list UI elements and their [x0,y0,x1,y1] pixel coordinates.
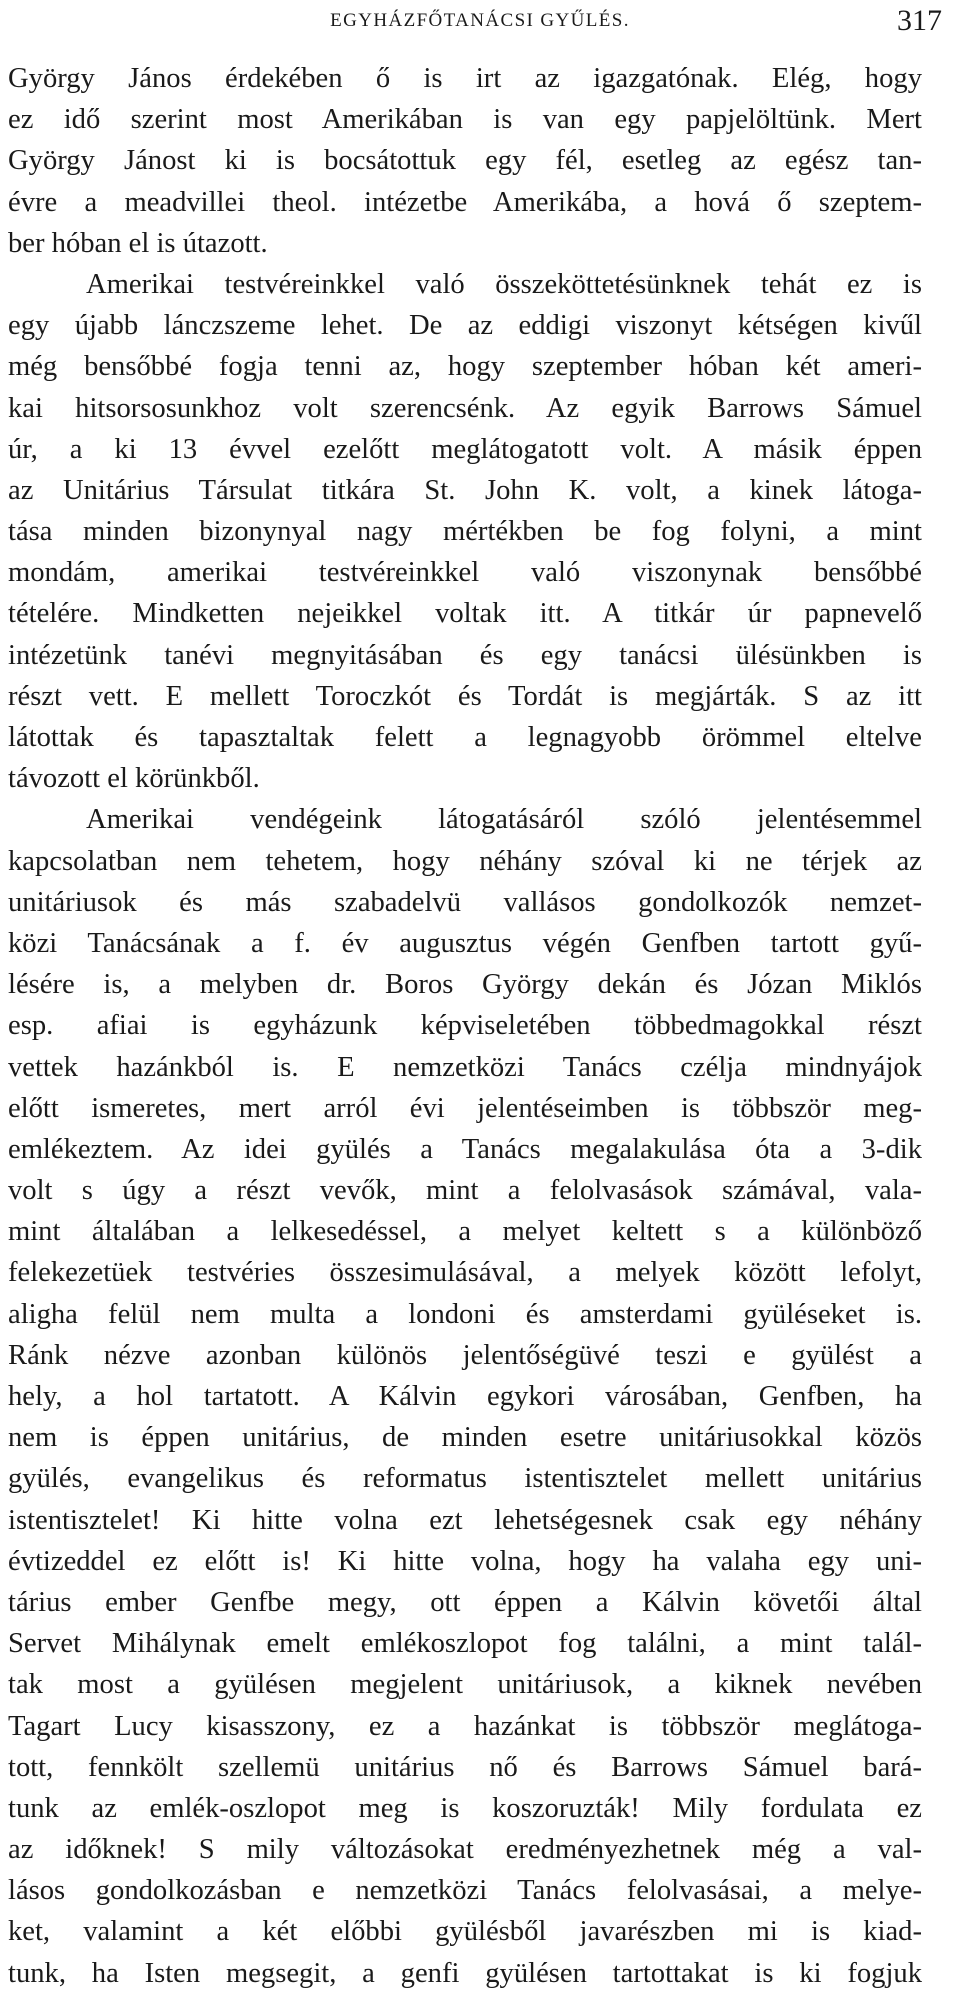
text-line: úr, a ki 13 évvel ezelőtt meglátogatott volt. A másik éppen [8,433,922,465]
text-line: vettek hazánkból is. E nemzetközi Tanács czélja mindnyájok [8,1051,922,1083]
text-line: tételére. Mindketten nejeikkel voltak itt. A titkár úr papnevelő [8,598,922,630]
text-line: volt s úgy a részt vevők, mint a felolvasások számával, vala- [8,1175,922,1207]
text-line: ket, valamint a két előbbi gyülésből javarészben mi is kiad- [8,1916,922,1948]
text-line: unitáriusok és más szabadelvü vallásos gondolkozók nemzet- [8,886,922,918]
text-line: kai hitsorsosunkhoz volt szerencsénk. Az egyik Barrows Sámuel [8,392,922,424]
text-line: évtizeddel ez előtt is! Ki hitte volna, hogy ha valaha egy uni- [8,1545,922,1577]
text-line: György Jánost ki is bocsátottuk egy fél, esetleg az egész tan- [8,145,922,177]
text-line: tott, fennkölt szellemü unitárius nő és Barrows Sámuel bará- [8,1751,922,1783]
text-line: előtt ismeretes, mert arról évi jelentéseimben is többször meg- [8,1092,922,1124]
text-line: tunk az emlék-oszlopot meg is koszoruzták! Mily fordulata ez [8,1792,922,1824]
text-line: lásos gondolkozásban e nemzetközi Tanács felolvasásai, a melye- [8,1875,922,1907]
text-line: lésére is, a melyben dr. Boros György dekán és Józan Miklós [8,969,922,1001]
text-line: ber hóban el is útazott. [8,227,268,259]
text-line: felekezetüek testvéries összesimulásával, a melyek között lefolyt, [8,1257,922,1289]
text-line: tak most a gyülésen megjelent unitáriusok, a kiknek nevében [8,1669,922,1701]
text-line: aligha felül nem multa a londoni és amsterdami gyüléseket is. [8,1298,922,1330]
text-line: Tagart Lucy kisasszony, ez a hazánkat is többször meglátoga- [8,1710,922,1742]
text-line: mondám, amerikai testvéreinkkel való viszonynak bensőbbé [8,557,922,589]
text-line: mint általában a lelkesedéssel, a melyet keltett s a különböző [8,1216,922,1248]
page-number: 317 [897,4,942,37]
text-line: intézetünk tanévi megnyitásában és egy tanácsi ülésünkben is [8,639,922,671]
text-line: ez idő szerint most Amerikában is van egy papjelöltünk. Mert [8,104,922,136]
text-line: távozott el körünkből. [8,763,260,795]
text-line: Ránk nézve azonban különös jelentőségüvé teszi e gyülést a [8,1339,922,1371]
body-text [8,58,922,1994]
text-line: György János érdekében ő is irt az igazgatónak. Elég, hogy [8,63,922,94]
text-line: hely, a hol tartatott. A Kálvin egykori városában, Genfben, ha [8,1381,922,1412]
text-line: közi Tanácsának a f. év augusztus végén Genfben tartott gyű- [8,927,922,959]
text-line: gyülés, evangelikus és reformatus istentisztelet mellett unitárius [8,1463,922,1495]
text-line: látottak és tapasztaltak felett a legnagyobb örömmel eltelve [8,722,922,753]
text-line: kapcsolatban nem tehetem, hogy néhány szóval ki ne térjek az [8,845,922,877]
text-line: az Unitárius Társulat titkára St. John K. volt, a kinek látoga- [8,474,922,506]
text-line: emlékeztem. Az idei gyülés a Tanács megalakulása óta a 3-dik [8,1133,922,1165]
text-line: nem is éppen unitárius, de minden esetre unitáriusokkal közös [8,1422,922,1454]
paragraph-start-line: Amerikai vendégeink látogatásáról szóló jelentésemmel [86,804,922,836]
text-line: évre a meadvillei theol. intézetbe Amerikába, a hová ő szeptem- [8,186,922,218]
text-line: tása minden bizonynyal nagy mértékben be fog folyni, a mint [8,516,922,548]
text-line: tunk, ha Isten megsegit, a genfi gyülésen tartottakat is ki fogjuk [8,1957,922,1989]
text-line: részt vett. E mellett Toroczkót és Tordát is megjárták. S az itt [8,680,922,712]
text-line: istentisztelet! Ki hitte volna ezt lehetségesnek csak egy néhány [8,1504,922,1536]
text-line: egy újabb lánczszeme lehet. De az eddigi viszonyt kétségen kivűl [8,310,922,342]
text-line: az időknek! S mily változásokat eredményezhetnek még a val- [8,1834,922,1866]
text-line: Servet Mihálynak emelt emlékoszlopot fog találni, a mint talál- [8,1628,922,1660]
text-line: még bensőbbé fogja tenni az, hogy szeptember hóban két ameri- [8,351,922,383]
text-line: tárius ember Genfbe megy, ott éppen a Kálvin követői által [8,1586,922,1618]
text-line: esp. afiai is egyházunk képviseletében többedmagokkal részt [8,1010,922,1042]
paragraph-start-line: Amerikai testvéreinkkel való összeköttetésünknek tehát ez is [86,268,922,300]
running-header [8,4,952,40]
running-title: EGYHÁZFŐTANÁCSI GYŰLÉS. [330,10,630,31]
